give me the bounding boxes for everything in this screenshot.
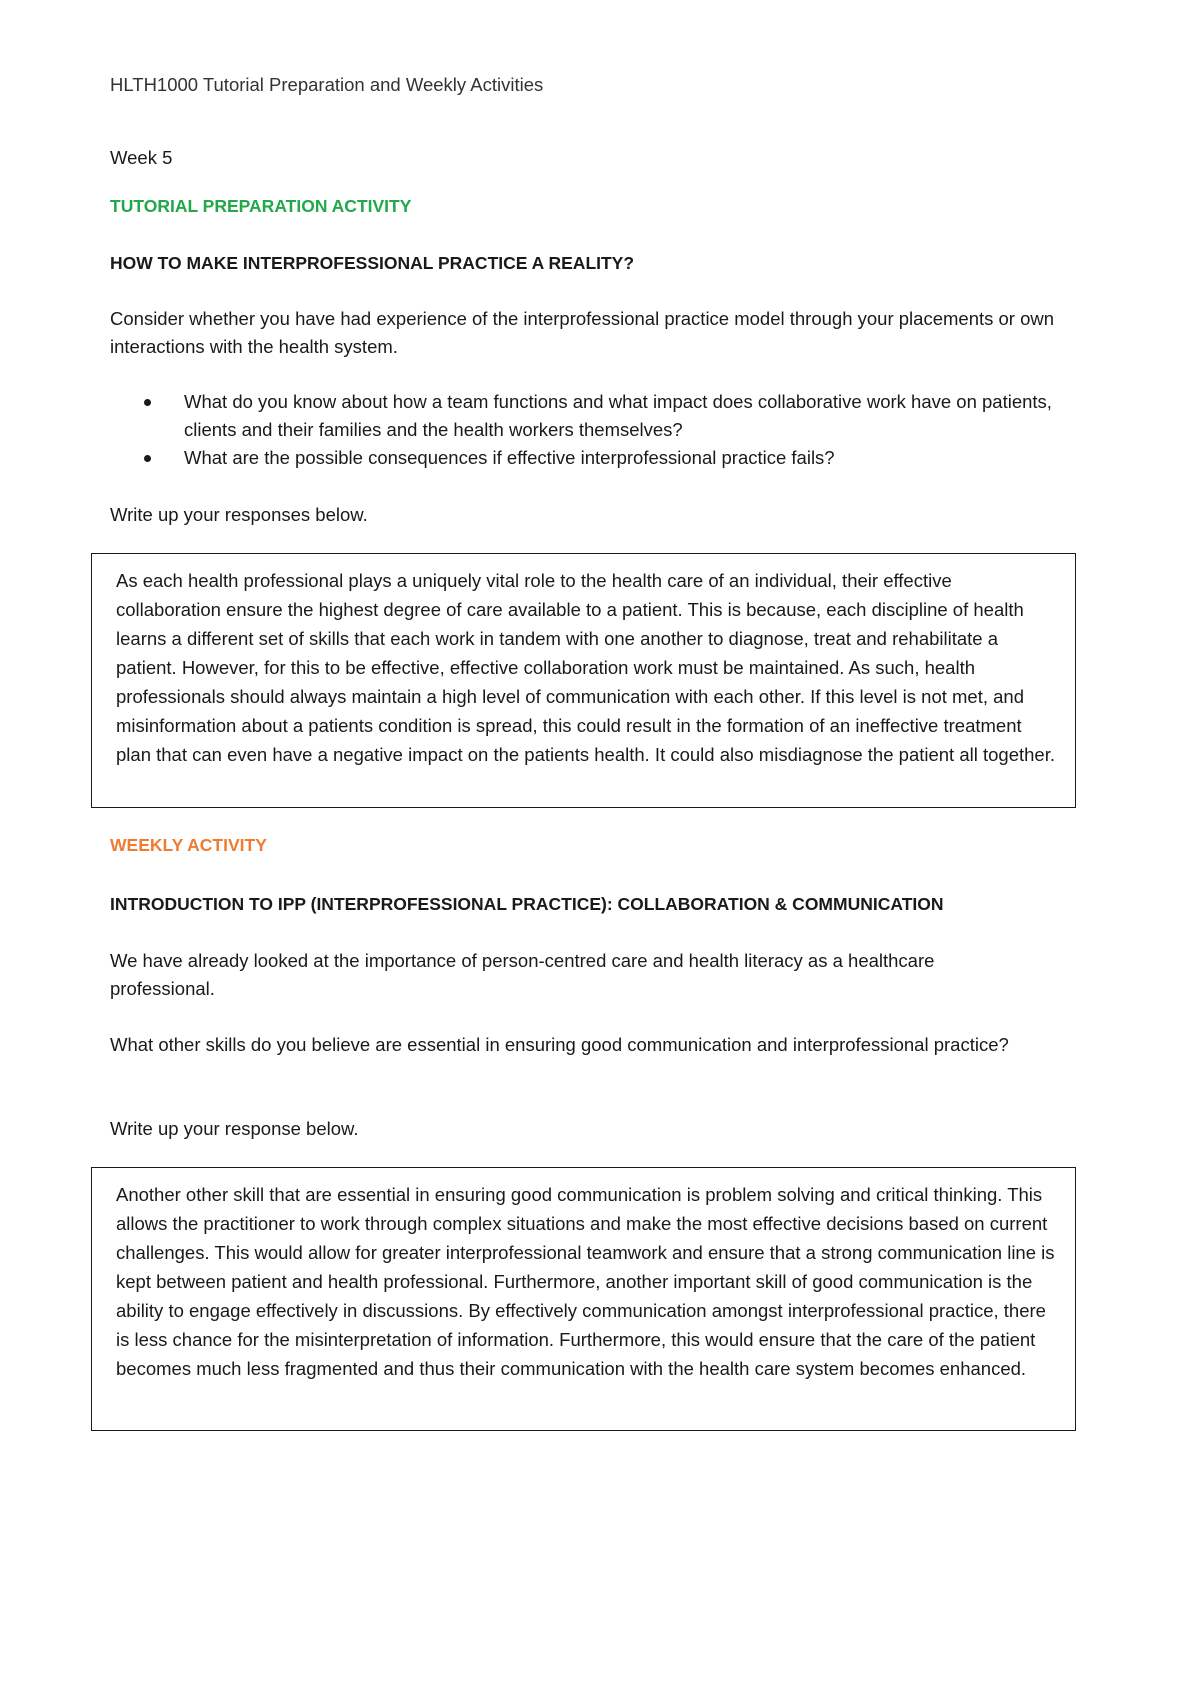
bullet-text: What do you know about how a team functions and what impact does collaborative work have on patients, clients and their families and the health workers themselves? [184,391,1052,440]
tutorial-heading: HOW TO MAKE INTERPROFESSIONAL PRACTICE A REALITY? [110,253,635,273]
weekly-question: What other skills do you believe are essential in ensuring good communication and interprofessional practice? [110,1034,1009,1055]
weekly-heading: INTRODUCTION TO IPP (INTERPROFESSIONAL PRACTICE): COLLABORATION & COMMUNICATION [110,894,944,914]
week-label: Week 5 [110,147,173,168]
bullet-item [138,388,1088,444]
tutorial-instruction: Write up your responses below. [110,504,368,525]
tutorial-section-label: TUTORIAL PREPARATION ACTIVITY [110,196,412,216]
weekly-response-box[interactable] [91,1167,1076,1431]
bullet-item [138,444,1088,472]
bullet-text: What are the possible consequences if effective interprofessional practice fails? [184,447,835,468]
weekly-instruction: Write up your response below. [110,1118,359,1139]
bullet-icon [144,399,151,406]
tutorial-response-text: As each health professional plays a uniquely vital role to the health care of an individual, their effective collaboration ensure the highest degree of care available to a patient. This is because, each discipline of health learns a different set of skills that each work in tandem with one another to diagnose, treat and rehabilitate a patient. However, for this to be effective, effective collaboration work must be maintained. As such, health professionals should always maintain a high level of communication with each other. If this level is not met, and misinformation about a patients condition is spread, this could result in the formation of an ineffective treatment plan that can even have a negative impact on the patients health. It could also misdiagnose the patient all together. [116,570,1055,765]
tutorial-response-box[interactable] [91,553,1076,808]
tutorial-bullet-list [138,388,1088,472]
document-header: HLTH1000 Tutorial Preparation and Weekly Activities [110,74,544,95]
tutorial-intro: Consider whether you have had experience of the interprofessional practice model through your placements or own interactions with the health system. [110,308,1055,357]
weekly-intro: We have already looked at the importance of person-centred care and health literacy as a healthcare professional. [110,950,935,999]
weekly-response-text: Another other skill that are essential in ensuring good communication is problem solving and critical thinking. This allows the practitioner to work through complex situations and make the most effective decisions based on current challenges. This would allow for greater interprofessional teamwork and ensure that a strong communication line is kept between patient and health professional. Furthermore, another important skill of good communication is the ability to engage effectively in discussions. By effectively communication amongst interprofessional practice, there is less chance for the misinterpretation of information. Furthermore, this would ensure that the care of the patient becomes much less fragmented and thus their communication with the health care system becomes enhanced. [116,1184,1055,1379]
bullet-icon [144,455,151,462]
weekly-section-label: WEEKLY ACTIVITY [110,835,267,855]
